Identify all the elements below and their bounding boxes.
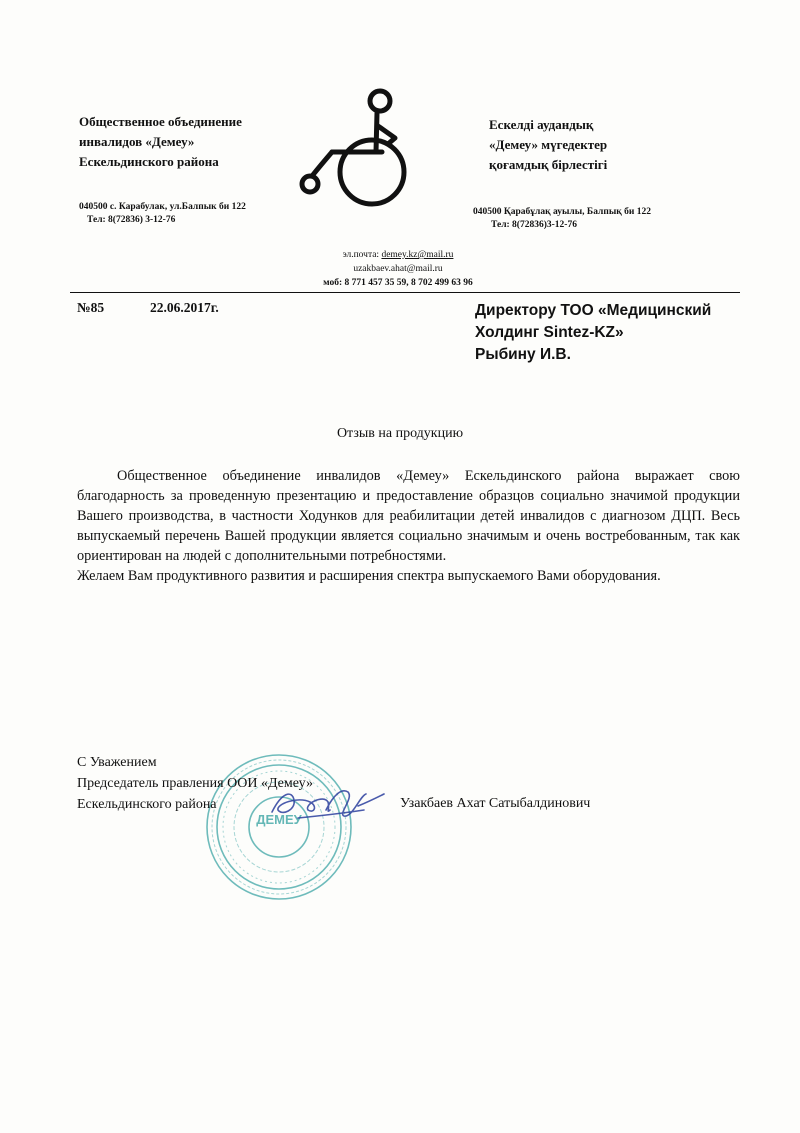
- header-divider: [70, 292, 740, 293]
- email-line: [268, 248, 528, 262]
- left-phone: Тел: 8(72836) 3-12-76: [87, 215, 176, 225]
- right-address-line: 040500 Қарабұлақ ауылы, Балпық би 122: [473, 207, 651, 217]
- closing-line: Председатель правления ООИ «Демеу»: [77, 776, 313, 791]
- phone-numbers: моб: 8 771 457 35 59, 8 702 499 63 96: [323, 278, 473, 288]
- stamp-label: ДЕМЕУ: [256, 812, 302, 827]
- left-org-line: Общественное объединение: [79, 114, 242, 129]
- addressee-line: Холдинг Sintez-KZ»: [475, 324, 624, 341]
- document-date: 22.06.2017г.: [150, 300, 219, 315]
- email-label: эл.почта:: [342, 250, 380, 260]
- left-org-name: [79, 112, 242, 172]
- left-address: [79, 201, 246, 227]
- addressee-line: Директору ТОО «Медицинский: [475, 302, 712, 319]
- left-org-line: инвалидов «Демеу»: [79, 134, 195, 149]
- document-number: №85: [77, 300, 105, 315]
- email-link[interactable]: demey.kz@mail.ru: [381, 250, 454, 260]
- left-address-line: 040500 с. Карабулак, ул.Балпык би 122: [79, 202, 246, 212]
- addressee-line: Рыбину И.В.: [475, 346, 571, 363]
- email-secondary[interactable]: uzakbaev.ahat@mail.ru: [353, 264, 443, 274]
- signer-name: Узакбаев Ахат Сатыбалдинович: [400, 796, 591, 811]
- body-paragraph: Желаем Вам продуктивного развития и расширения спектра выпускаемого Вами оборудования.: [77, 568, 661, 584]
- right-address: [473, 206, 651, 232]
- right-org-line: Ескелді аудандық: [489, 117, 594, 132]
- right-org-line: қоғамдық бірлестігі: [489, 157, 608, 172]
- closing-block: [77, 752, 313, 815]
- wheelchair-icon: [292, 86, 422, 211]
- closing-line: С Уважением: [77, 755, 157, 770]
- addressee-block: [475, 300, 711, 366]
- contacts-block: [268, 248, 528, 290]
- right-org-line: «Демеу» мүгедектер: [489, 137, 608, 152]
- letter-body: [77, 466, 740, 586]
- right-phone: Тел: 8(72836)3-12-76: [491, 220, 577, 230]
- right-org-name: [489, 115, 607, 175]
- letter-subject: Отзыв на продукцию: [336, 426, 464, 441]
- left-org-line: Ескельдинского района: [79, 154, 219, 169]
- body-paragraph: Общественное объединение инвалидов «Демеу» Ескельдинского района выражает свою благодарность за проведенную презентацию и предоставление образцов социально значимой продукции Вашего производства, в частности Ходунков для реабилитации детей инвалидов с диагнозом ДЦП. Весь выпускаемый перечень Вашей продукции является социально значимым и очень востребованным, так как ориентирован на людей с дополнительными потребностями.: [77, 468, 740, 564]
- closing-line: Ескельдинского района: [77, 797, 217, 812]
